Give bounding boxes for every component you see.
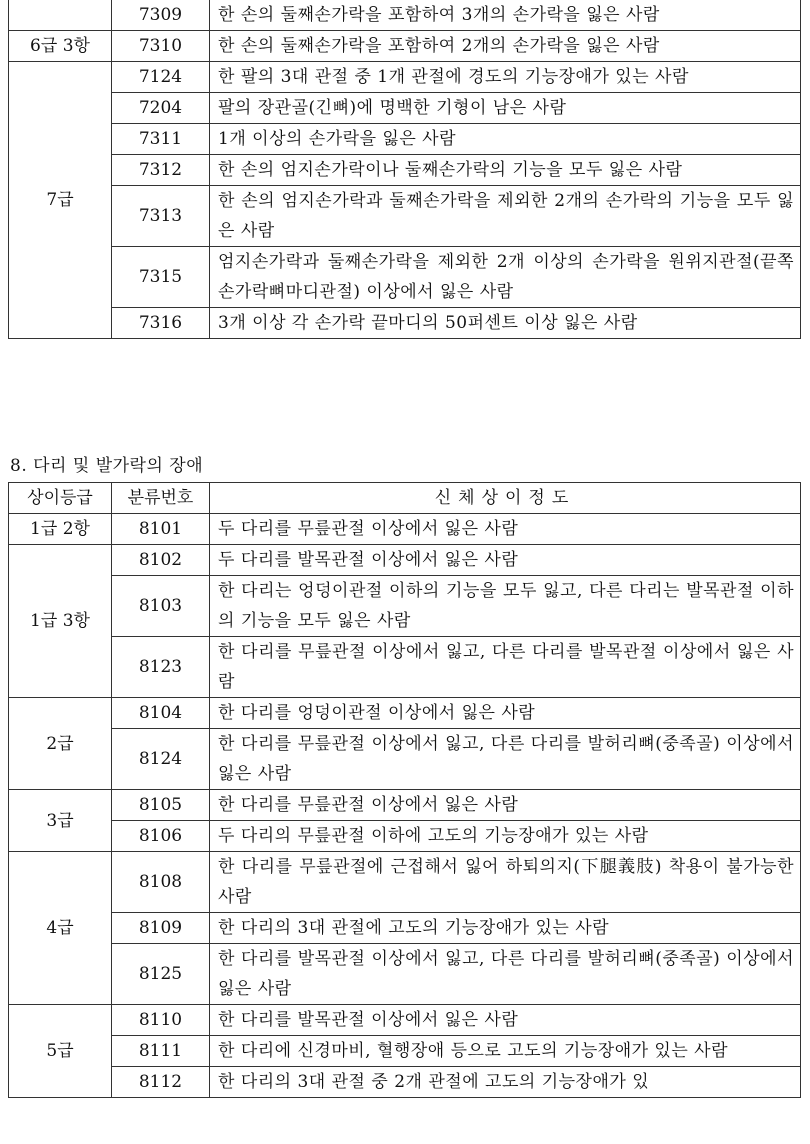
description-cell: 한 다리를 무릎관절 이상에서 잃은 사람 xyxy=(210,790,801,821)
code-cell: 8123 xyxy=(112,637,210,698)
description-cell: 1개 이상의 손가락을 잃은 사람 xyxy=(210,124,801,155)
table-row xyxy=(9,308,801,339)
code-cell: 7312 xyxy=(112,155,210,186)
arm-disability-table xyxy=(8,0,801,339)
table-row xyxy=(9,790,801,821)
description-cell: 한 손의 둘째손가락을 포함하여 3개의 손가락을 잃은 사람 xyxy=(210,0,801,31)
table-row xyxy=(9,576,801,637)
table-row xyxy=(9,0,801,31)
description-cell: 엄지손가락과 둘째손가락을 제외한 2개 이상의 손가락을 원위지관절(끝쪽손가락뼈마디관절) 이상에서 잃은 사람 xyxy=(210,247,801,308)
code-cell: 8108 xyxy=(112,852,210,913)
table-row xyxy=(9,821,801,852)
code-cell: 8111 xyxy=(112,1036,210,1067)
table-row xyxy=(9,913,801,944)
table-row xyxy=(9,944,801,1005)
description-cell: 팔의 장관골(긴뼈)에 명백한 기형이 남은 사람 xyxy=(210,93,801,124)
code-cell: 8112 xyxy=(112,1067,210,1098)
description-cell: 한 다리를 엉덩이관절 이상에서 잃은 사람 xyxy=(210,698,801,729)
code-cell: 8102 xyxy=(112,545,210,576)
description-cell: 두 다리를 무릎관절 이상에서 잃은 사람 xyxy=(210,514,801,545)
table-row xyxy=(9,124,801,155)
header-description: 신체상이정도 xyxy=(210,483,801,514)
table-row xyxy=(9,31,801,62)
code-cell: 8106 xyxy=(112,821,210,852)
code-cell: 8110 xyxy=(112,1005,210,1036)
code-cell: 8109 xyxy=(112,913,210,944)
code-cell: 7310 xyxy=(112,31,210,62)
description-cell: 한 다리의 3대 관절에 고도의 기능장애가 있는 사람 xyxy=(210,913,801,944)
code-cell: 7316 xyxy=(112,308,210,339)
code-cell: 7204 xyxy=(112,93,210,124)
grade-cell: 1급 2항 xyxy=(9,514,112,545)
description-cell: 한 다리를 발목관절 이상에서 잃고, 다른 다리를 발허리뼈(중족골) 이상에서 잃은 사람 xyxy=(210,944,801,1005)
table-row xyxy=(9,698,801,729)
grade-cell: 2급 xyxy=(9,698,112,790)
table-row xyxy=(9,729,801,790)
description-cell: 3개 이상 각 손가락 끝마디의 50퍼센트 이상 잃은 사람 xyxy=(210,308,801,339)
grade-cell: 7급 xyxy=(9,62,112,339)
table-row xyxy=(9,93,801,124)
table-row xyxy=(9,247,801,308)
grade-cell: 4급 xyxy=(9,852,112,1005)
code-cell: 8103 xyxy=(112,576,210,637)
grade-cell: 3급 xyxy=(9,790,112,852)
grade-cell: 1급 3항 xyxy=(9,545,112,698)
table-row xyxy=(9,1067,801,1098)
description-cell: 한 다리를 무릎관절에 근접해서 잃어 하퇴의지(下腿義肢) 착용이 불가능한 사람 xyxy=(210,852,801,913)
table-header-row xyxy=(9,483,801,514)
grade-cell: 6급 3항 xyxy=(9,31,112,62)
table-row xyxy=(9,852,801,913)
code-cell: 8104 xyxy=(112,698,210,729)
table-row xyxy=(9,186,801,247)
grade-cell xyxy=(9,0,112,31)
description-cell: 한 다리를 무릎관절 이상에서 잃고, 다른 다리를 발목관절 이상에서 잃은 사람 xyxy=(210,637,801,698)
grade-cell: 5급 xyxy=(9,1005,112,1098)
description-cell: 한 다리는 엉덩이관절 이하의 기능을 모두 잃고, 다른 다리는 발목관절 이하의 기능을 모두 잃은 사람 xyxy=(210,576,801,637)
table-row xyxy=(9,514,801,545)
code-cell: 8101 xyxy=(112,514,210,545)
description-cell: 한 손의 엄지손가락이나 둘째손가락의 기능을 모두 잃은 사람 xyxy=(210,155,801,186)
table-row xyxy=(9,1036,801,1067)
description-cell: 한 다리에 신경마비, 혈행장애 등으로 고도의 기능장애가 있는 사람 xyxy=(210,1036,801,1067)
description-cell: 한 손의 엄지손가락과 둘째손가락을 제외한 2개의 손가락의 기능을 모두 잃은 사람 xyxy=(210,186,801,247)
table-row xyxy=(9,62,801,93)
description-cell: 한 팔의 3대 관절 중 1개 관절에 경도의 기능장애가 있는 사람 xyxy=(210,62,801,93)
code-cell: 7313 xyxy=(112,186,210,247)
table-row xyxy=(9,545,801,576)
code-cell: 7315 xyxy=(112,247,210,308)
code-cell: 8125 xyxy=(112,944,210,1005)
section-heading: 8. 다리 및 발가락의 장애 xyxy=(10,456,204,476)
description-cell: 한 손의 둘째손가락을 포함하여 2개의 손가락을 잃은 사람 xyxy=(210,31,801,62)
code-cell: 7311 xyxy=(112,124,210,155)
description-cell: 한 다리의 3대 관절 중 2개 관절에 고도의 기능장애가 있 xyxy=(210,1067,801,1098)
header-grade: 상이등급 xyxy=(9,483,112,514)
code-cell: 8105 xyxy=(112,790,210,821)
code-cell: 7124 xyxy=(112,62,210,93)
description-cell: 한 다리를 발목관절 이상에서 잃은 사람 xyxy=(210,1005,801,1036)
table-row xyxy=(9,637,801,698)
table-row xyxy=(9,155,801,186)
description-cell: 한 다리를 무릎관절 이상에서 잃고, 다른 다리를 발허리뼈(중족골) 이상에서 잃은 사람 xyxy=(210,729,801,790)
leg-disability-table xyxy=(8,482,801,1098)
description-cell: 두 다리의 무릎관절 이하에 고도의 기능장애가 있는 사람 xyxy=(210,821,801,852)
header-code: 분류번호 xyxy=(112,483,210,514)
code-cell: 8124 xyxy=(112,729,210,790)
code-cell: 7309 xyxy=(112,0,210,31)
table-row xyxy=(9,1005,801,1036)
description-cell: 두 다리를 발목관절 이상에서 잃은 사람 xyxy=(210,545,801,576)
